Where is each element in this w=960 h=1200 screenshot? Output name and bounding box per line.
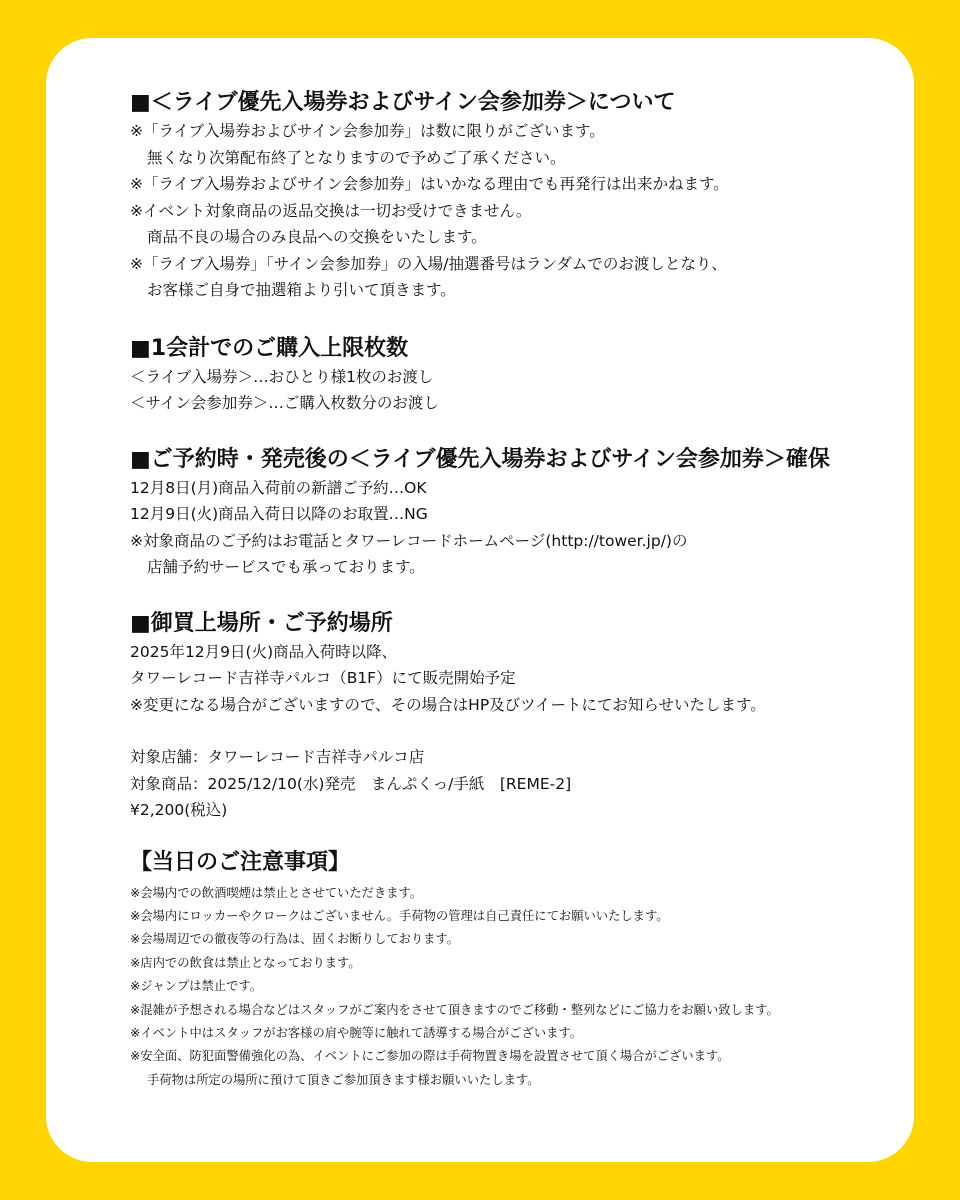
section-heading: ■1会計でのご購入上限枚数 — [130, 335, 409, 361]
notice-content — [130, 88, 894, 1092]
product-price: ¥2,200(税込) — [130, 801, 228, 819]
note-line: ＜ライブ入場券＞…おひとり様1枚のお渡し — [130, 367, 434, 386]
section-heading: ■御買上場所・ご予約場所 — [130, 610, 393, 636]
note-line: 店舗予約サービスでも承っております。 — [147, 558, 425, 576]
note-line: ※対象商品のご予約はお電話とタワーレコードホームページ(http://tower.jp/)の — [130, 531, 688, 550]
section-ticket-info — [130, 88, 894, 304]
note-line: 2025年12月9日(火)商品入荷時以降、 — [130, 642, 398, 661]
note-line: ※「ライブ入場券およびサイン会参加券」はいかなる理由でも再発行は出来かねます。 — [130, 175, 729, 193]
notes-heading: 【当日のご注意事項】 — [130, 849, 351, 875]
note-line: ＜サイン会参加券＞…ご購入枚数分のお渡し — [130, 394, 439, 412]
note-line: 手荷物は所定の場所に預けて頂きご参加頂きます様お願いいたします。 — [147, 1072, 540, 1087]
section-purchase-location — [130, 609, 894, 719]
store-info — [130, 744, 894, 824]
notice-card — [46, 38, 914, 1162]
note-line: ※ジャンプは禁止です。 — [130, 979, 263, 994]
note-line: ※変更になる場合がございますので、その場合はHP及びツイートにてお知らせいたします。 — [130, 695, 766, 714]
note-line: ※店内での飲食は禁止となっております。 — [130, 955, 361, 970]
section-purchase-limit — [130, 334, 894, 417]
note-line: お客様ご自身で抽選箱より引いて頂きます。 — [147, 281, 456, 299]
target-product: 対象商品：2025/12/10(水)発売 まんぷくっ/手紙 [REME-2] — [130, 774, 572, 793]
note-line: ※会場周辺での徹夜等の行為は、固くお断りしております。 — [130, 932, 460, 947]
note-line: ※安全面、防犯面警備強化の為、イベントにご参加の際は手荷物置き場を設置させて頂く場合がございます。 — [130, 1049, 730, 1064]
note-line: ※会場内での飲酒喫煙は禁止とさせていただきます。 — [130, 885, 423, 900]
target-store: 対象店舗：タワーレコード吉祥寺パルコ店 — [130, 748, 425, 766]
note-line: タワーレコード吉祥寺パルコ（B1F）にて販売開始予定 — [130, 669, 516, 687]
note-line: ※イベント対象商品の返品交換は一切お受けできません。 — [130, 201, 532, 220]
section-day-notes — [130, 848, 894, 1093]
note-line: 無くなり次第配布終了となりますので予めご了承ください。 — [147, 148, 566, 167]
note-line: ※イベント中はスタッフがお客様の肩や腕等に触れて誘導する場合がございます。 — [130, 1025, 583, 1040]
note-line: 商品不良の場合のみ良品への交換をいたします。 — [147, 228, 487, 246]
section-heading: ■＜ライブ優先入場券およびサイン会参加券＞について — [130, 90, 676, 115]
note-line: 12月8日(月)商品入荷前の新譜ご予約…OK — [130, 478, 427, 497]
note-line: 12月9日(火)商品入荷日以降のお取置…NG — [130, 505, 428, 523]
section-heading: ■ご予約時・発売後の＜ライブ優先入場券およびサイン会参加券＞確保 — [130, 446, 830, 472]
note-line: ※「ライブ入場券」「サイン会参加券」の入場/抽選番号はランダムでのお渡しとなり、 — [130, 254, 727, 273]
note-line: ※「ライブ入場券およびサイン会参加券」は数に限りがございます。 — [130, 122, 605, 140]
note-line: ※混雑が予想される場合などはスタッフがご案内をさせて頂きますのでご移動・整列などにご協力をお願い致します。 — [130, 1002, 779, 1017]
section-reservation — [130, 445, 894, 581]
note-line: ※会場内にロッカーやクロークはございません。手荷物の管理は自己責任にてお願いいたします。 — [130, 908, 669, 923]
